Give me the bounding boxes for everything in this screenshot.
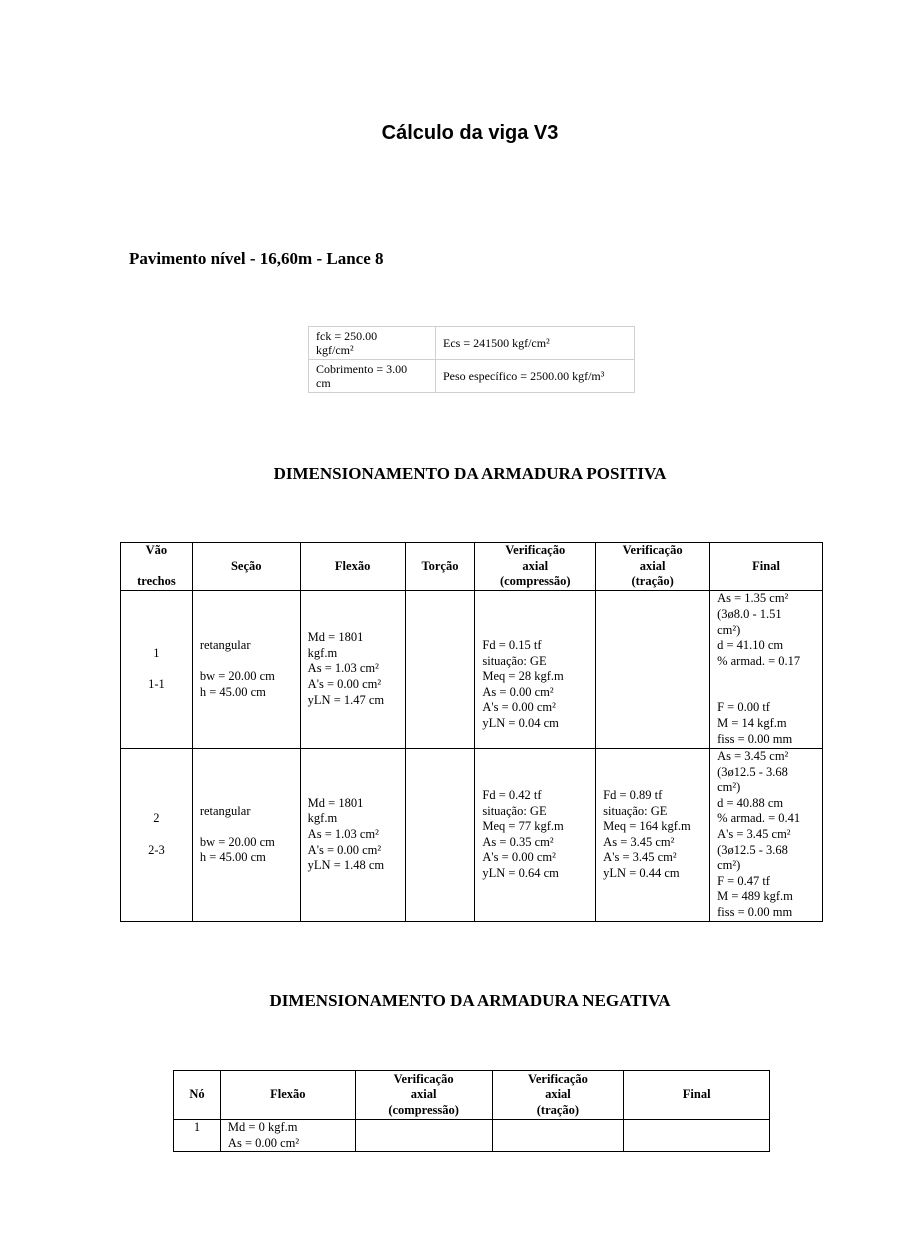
tracao-line: yLN = 0.44 cm xyxy=(603,865,680,880)
fck-unit: kgf/cm² xyxy=(316,343,354,357)
secao-cell xyxy=(192,748,300,921)
cobrimento-cell xyxy=(309,360,436,393)
positive-section-heading: DIMENSIONAMENTO DA ARMADURA POSITIVA xyxy=(273,464,667,483)
compressao-cell xyxy=(475,748,596,921)
peso-especifico-cell: Peso específico = 2500.00 kgf/m³ xyxy=(436,360,635,393)
flexao-line: kgf.m xyxy=(307,811,338,826)
tracao-cell xyxy=(596,748,710,921)
compressao-line: yLN = 0.64 cm xyxy=(482,865,559,880)
table-row xyxy=(121,590,823,748)
header-final: Final xyxy=(710,543,823,591)
tracao-line: A's = 3.45 cm² xyxy=(603,850,677,865)
final-cell xyxy=(710,590,823,748)
secao-line: retangular xyxy=(199,638,251,653)
final-line: d = 41.10 cm xyxy=(717,638,784,653)
cobrimento-value: Cobrimento = 3.00 xyxy=(316,362,408,376)
cobrimento-unit: cm xyxy=(316,376,331,390)
header-label: axial xyxy=(639,558,666,573)
header-secao: Seção xyxy=(192,543,300,591)
flexao-line: yLN = 1.48 cm xyxy=(307,858,385,873)
compressao-cell xyxy=(475,590,596,748)
table-header-row xyxy=(121,543,823,591)
tracao-line: As = 3.45 cm² xyxy=(603,834,675,849)
secao-line: bw = 20.00 cm xyxy=(199,834,275,849)
ecs-cell: Ecs = 241500 kgf/cm² xyxy=(436,327,635,360)
compressao-line: Meq = 28 kgf.m xyxy=(482,669,564,684)
tracao-cell xyxy=(596,590,710,748)
final-line: cm²) xyxy=(717,622,741,637)
flexao-line: A's = 0.00 cm² xyxy=(307,677,382,692)
header-verificacao-compressao xyxy=(355,1071,492,1120)
flexao-line: As = 0.00 cm² xyxy=(227,1135,300,1150)
compressao-line: As = 0.00 cm² xyxy=(482,684,554,699)
final-line: (3ø12.5 - 3.68 xyxy=(717,842,788,857)
flexao-line: yLN = 1.47 cm xyxy=(307,692,385,707)
compressao-line: Fd = 0.15 tf xyxy=(482,638,542,653)
header-vao xyxy=(121,543,193,591)
final-line: As = 3.45 cm² xyxy=(717,749,789,764)
tracao-line: Fd = 0.89 tf xyxy=(603,788,663,802)
header-label: (tração) xyxy=(631,574,674,589)
trecho-value: 2-3 xyxy=(148,842,165,857)
header-vao-label: Vão xyxy=(145,543,168,557)
flexao-cell xyxy=(300,590,405,748)
positive-reinforcement-table xyxy=(120,542,823,922)
final-cell xyxy=(710,748,823,921)
table-row xyxy=(309,327,635,360)
flexao-line: As = 1.03 cm² xyxy=(307,661,379,676)
header-label: axial xyxy=(545,1087,571,1102)
header-flexao: Flexão xyxy=(220,1071,355,1120)
header-label: (compressão) xyxy=(388,1102,459,1117)
trecho-value: 1-1 xyxy=(148,677,165,692)
final-line: (3ø8.0 - 1.51 xyxy=(717,606,782,621)
compressao-line: Meq = 77 kgf.m xyxy=(482,819,564,834)
compressao-line: A's = 0.00 cm² xyxy=(482,850,556,865)
compressao-line: As = 0.35 cm² xyxy=(482,834,554,849)
flexao-cell xyxy=(220,1120,355,1152)
flexao-line: kgf.m xyxy=(307,645,338,660)
final-line: % armad. = 0.41 xyxy=(717,811,801,826)
header-label: Verificação xyxy=(505,543,566,557)
fck-cell xyxy=(309,327,436,360)
vao-cell xyxy=(121,590,193,748)
final-line: cm²) xyxy=(717,858,741,873)
header-verificacao-tracao xyxy=(596,543,710,591)
final-line: M = 14 kgf.m xyxy=(717,716,787,731)
final-line: A's = 3.45 cm² xyxy=(717,826,791,841)
final-line: d = 40.88 cm xyxy=(717,795,784,810)
compressao-line: yLN = 0.04 cm xyxy=(482,716,559,731)
flexao-line: Md = 1801 xyxy=(307,630,364,645)
secao-line: h = 45.00 cm xyxy=(199,684,266,699)
vao-cell xyxy=(121,748,193,921)
header-label: Verificação xyxy=(622,543,683,557)
secao-cell xyxy=(192,590,300,748)
no-cell: 1 xyxy=(174,1120,221,1152)
table-row xyxy=(121,748,823,921)
final-line: fiss = 0.00 mm xyxy=(717,904,793,919)
header-label: axial xyxy=(410,1087,437,1102)
final-cell xyxy=(624,1120,770,1152)
header-verificacao-tracao xyxy=(492,1071,624,1120)
header-trechos-label: trechos xyxy=(137,574,176,589)
tracao-line: situação: GE xyxy=(603,803,668,818)
secao-line: h = 45.00 cm xyxy=(199,850,266,865)
properties-table xyxy=(308,326,635,393)
header-label: (tração) xyxy=(536,1102,580,1117)
final-line: F = 0.00 tf xyxy=(717,700,770,715)
secao-line: retangular xyxy=(199,803,251,818)
flexao-line: A's = 0.00 cm² xyxy=(307,842,382,857)
header-label: Verificação xyxy=(527,1071,588,1086)
table-row xyxy=(309,360,635,393)
flexao-line: Md = 0 kgf.m xyxy=(227,1120,298,1134)
flexao-line: Md = 1801 xyxy=(307,795,364,810)
compressao-line: A's = 0.00 cm² xyxy=(482,700,556,715)
flexao-line: As = 1.03 cm² xyxy=(307,826,379,841)
vao-number: 2 xyxy=(153,811,160,826)
final-line: fiss = 0.00 mm xyxy=(717,731,793,746)
tracao-cell xyxy=(492,1120,624,1152)
final-line: cm²) xyxy=(717,780,741,795)
flexao-cell xyxy=(300,748,405,921)
header-final: Final xyxy=(624,1071,770,1120)
compressao-line: situação: GE xyxy=(482,653,547,668)
torcao-cell xyxy=(405,590,475,748)
final-line: % armad. = 0.17 xyxy=(717,653,801,668)
header-flexao: Flexão xyxy=(300,543,405,591)
negative-section-heading: DIMENSIONAMENTO DA ARMADURA NEGATIVA xyxy=(269,991,671,1010)
compressao-line: Fd = 0.42 tf xyxy=(482,788,542,802)
header-verificacao-compressao xyxy=(475,543,596,591)
torcao-cell xyxy=(405,748,475,921)
compressao-line: situação: GE xyxy=(482,803,547,818)
section-subtitle: Pavimento nível - 16,60m - Lance 8 xyxy=(129,249,384,268)
tracao-line: Meq = 164 kgf.m xyxy=(603,819,691,834)
header-no: Nó xyxy=(174,1071,221,1120)
header-label: axial xyxy=(522,558,549,573)
final-line: (3ø12.5 - 3.68 xyxy=(717,764,788,779)
header-torcao: Torção xyxy=(405,543,475,591)
table-row xyxy=(174,1120,770,1152)
fck-value: fck = 250.00 xyxy=(316,329,378,343)
table-header-row xyxy=(174,1071,770,1120)
negative-reinforcement-table xyxy=(173,1070,770,1152)
compressao-cell xyxy=(355,1120,492,1152)
final-line: M = 489 kgf.m xyxy=(717,889,793,904)
secao-line: bw = 20.00 cm xyxy=(199,669,275,684)
header-label: Verificação xyxy=(393,1071,454,1086)
final-line: As = 1.35 cm² xyxy=(717,591,789,606)
final-line: F = 0.47 tf xyxy=(717,873,770,888)
header-label: (compressão) xyxy=(499,574,571,589)
page-title: Cálculo da viga V3 xyxy=(381,122,559,144)
vao-number: 1 xyxy=(153,645,160,660)
